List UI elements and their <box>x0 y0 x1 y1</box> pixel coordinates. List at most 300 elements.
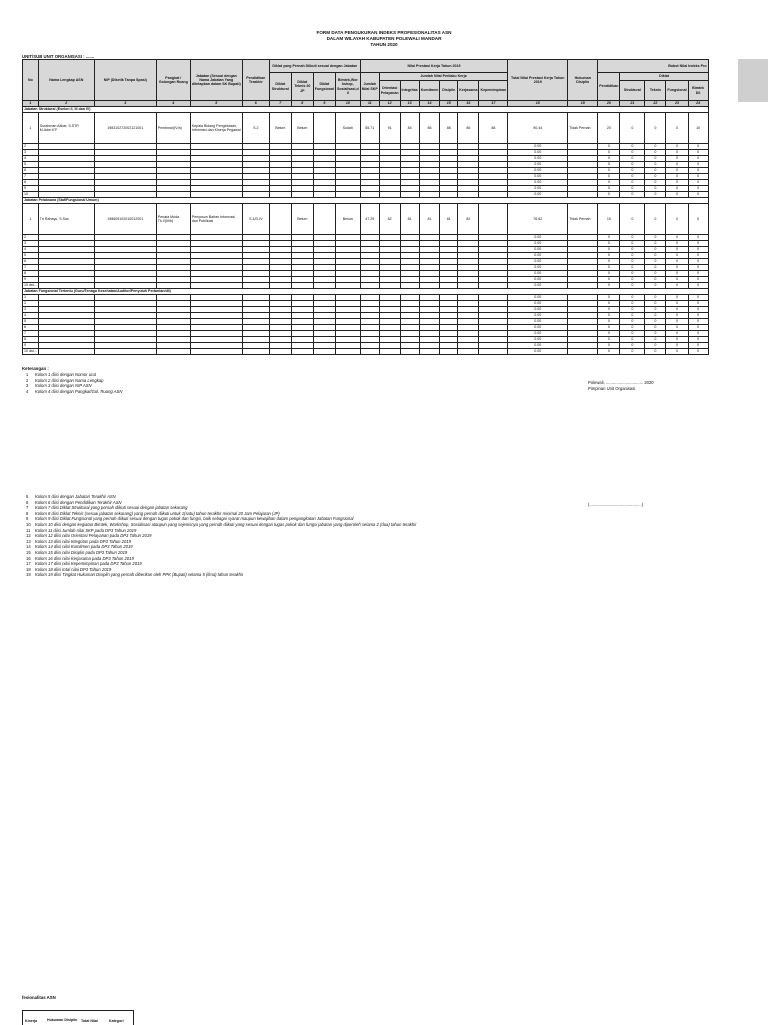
cell-bobot: 0 <box>645 156 666 162</box>
cell-bobot: 0 <box>666 265 688 271</box>
cell-no: 5 <box>23 319 39 325</box>
cell-total: 0.00 <box>508 295 568 301</box>
cell-bobot: 0 <box>666 349 688 355</box>
cell-bobot: 0 <box>598 150 620 156</box>
cell-total: 0.00 <box>508 174 568 180</box>
cell-bobot: 0 <box>666 307 688 313</box>
keterangan-title: Keterangan : <box>22 366 49 371</box>
cell-bobot: 0 <box>688 301 708 307</box>
cell-kepemimpinan: 88 <box>479 113 508 144</box>
column-number: 11 <box>360 101 379 107</box>
col-b-bimtek: Bimtek Dll <box>688 81 708 101</box>
cell-no: 7 <box>23 265 39 271</box>
cell-empty <box>94 349 156 355</box>
cell-bobot: 0 <box>598 325 620 331</box>
keterangan-number: 17 <box>26 561 31 567</box>
cell-bobot: 0 <box>598 168 620 174</box>
keterangan-text: Kolom 1 diisi dengan Nomor urut <box>35 372 96 377</box>
cell-pendidikan: S.1/D.IV <box>242 204 269 235</box>
cell-empty <box>335 349 360 355</box>
cell-empty <box>440 349 458 355</box>
cell-b-pendidikan: 20 <box>598 113 620 144</box>
keterangan-text: Kolom 16 diisi nilai Kerjasama pada DP3 Tahun 2019 <box>35 555 134 561</box>
cell-bobot: 0 <box>666 186 688 192</box>
cell-bobot: 0 <box>620 349 645 355</box>
cell-bobot: 0 <box>598 337 620 343</box>
cell-total: 0.00 <box>508 241 568 247</box>
cell-bobot: 0 <box>598 271 620 277</box>
cell-diklat-teknis: Belum <box>291 113 313 144</box>
column-number: 10 <box>335 101 360 107</box>
keterangan-text: Kolom 6 diisi dengan Pendidikan Terakhir ASN <box>35 499 122 505</box>
keterangan-text: Kolom 10 diisi dengan kegiatan Bimtek, Workshop, Sosialisasi ataupun yang sejenisnya yang pernah diikuti yang sesuai dengan tugas pokok dan fungsi jabatan yang diperoleh selama 2 (dua) tahun terakhir <box>35 521 417 527</box>
col-group-bobot: Bobot Nilai Indeks Pro <box>598 60 708 73</box>
cell-bobot: 0 <box>666 319 688 325</box>
cell-total: 0.00 <box>508 150 568 156</box>
cell-bobot: 0 <box>598 259 620 265</box>
cell-bobot: 0 <box>645 301 666 307</box>
cell-bobot: 0 <box>598 241 620 247</box>
cell-bobot: 0 <box>598 144 620 150</box>
keterangan-text: Kolom 8 diisi Diklat Teknis (sesuai jabatan sekarang) yang pernah diikuti untuk 1(satu) tahun terakhir minimal 20 Jam Pelajaran (JP) <box>35 510 280 516</box>
bottom-col-hukuman: Hukuman Disiplin <box>47 1018 78 1022</box>
cell-total: 0.00 <box>508 277 568 283</box>
keterangan-number: 14 <box>26 544 31 550</box>
cell-total: 0.00 <box>508 162 568 168</box>
cell-bobot: 0 <box>645 295 666 301</box>
cell-bobot: 0 <box>598 253 620 259</box>
keterangan-number: 11 <box>26 527 31 533</box>
cell-bobot: 0 <box>645 150 666 156</box>
cell-empty <box>400 349 419 355</box>
cell-no: 10 <box>23 192 39 198</box>
cell-pangkat: Pembina/(IV/a) <box>156 113 190 144</box>
cell-orientasi: 82 <box>379 204 400 235</box>
cell-bobot: 0 <box>645 168 666 174</box>
cell-bobot: 0 <box>666 162 688 168</box>
table-row <box>23 113 709 144</box>
cell-bobot: 0 <box>645 253 666 259</box>
keterangan-text: Kolom 2 diisi dengan Nama Lengkap <box>35 377 104 383</box>
cell-hukuman: Tidak Pernah <box>568 113 598 144</box>
table-row <box>23 204 709 235</box>
cell-empty <box>458 349 479 355</box>
cell-no: 1 <box>23 295 39 301</box>
keterangan-number: 4 <box>26 388 29 394</box>
cell-bobot: 0 <box>620 301 645 307</box>
cell-bobot: 0 <box>620 186 645 192</box>
cell-bobot: 0 <box>688 313 708 319</box>
cell-bobot: 0 <box>620 174 645 180</box>
col-pangkat: Pangkat / Golongan Ruang <box>156 60 190 101</box>
col-group-diklat: Diklat yang Pernah Diikuti sesuai dengan Jabatan <box>269 60 360 73</box>
cell-no: 8 <box>23 271 39 277</box>
cell-bobot: 0 <box>645 325 666 331</box>
col-nip: NIP (Diketik Tanpa Spasi) <box>94 60 156 101</box>
cell-total: 0.00 <box>508 265 568 271</box>
cell-total: 0.00 <box>508 331 568 337</box>
keterangan-number: 15 <box>26 549 31 555</box>
cell-bobot: 0 <box>688 144 708 150</box>
col-group-perilaku: Jumlah Nilai Perilaku Kerja <box>379 73 508 81</box>
cell-disiplin: 81 <box>440 204 458 235</box>
cell-no: 1 <box>23 204 39 235</box>
column-number: 14 <box>419 101 440 107</box>
col-kepemimpinan: Kepemimpinan <box>479 81 508 101</box>
cell-bobot: 0 <box>620 337 645 343</box>
cell-bobot: 0 <box>645 162 666 168</box>
keterangan-number: 1 <box>26 372 29 377</box>
keterangan-text: Kolom 11 diisi Jumlah nilai SKP pada DP3 Tahun 2019 <box>35 527 137 533</box>
cell-jabatan: Penyusun Bahan Informasi dan Publikasi <box>190 204 242 235</box>
cell-bobot: 0 <box>666 295 688 301</box>
cell-no: 2 <box>23 144 39 150</box>
cell-pangkat: Penata Muda Tk.I/(III/b) <box>156 204 190 235</box>
cell-empty <box>190 349 242 355</box>
cell-total: 76.62 <box>508 204 568 235</box>
cell-nama: Surahman Akbar, S.STP, M.Adm.KP <box>38 113 94 144</box>
cell-bobot: 0 <box>598 283 620 289</box>
cell-bobot: 0 <box>688 337 708 343</box>
cell-bobot: 0 <box>620 295 645 301</box>
cell-b-fungsional: 0 <box>666 204 688 235</box>
column-number: 19 <box>568 101 598 107</box>
column-number: 12 <box>379 101 400 107</box>
col-b-pendidikan: Pendidikan <box>598 73 620 101</box>
cell-total: 0.00 <box>508 325 568 331</box>
col-group-b-diklat: Diklat <box>620 73 708 81</box>
cell-bobot: 0 <box>688 259 708 265</box>
cell-bobot: 0 <box>645 313 666 319</box>
signature-place-date: Polewali, ................................ 2020 <box>588 380 654 385</box>
keterangan-item <box>26 389 122 395</box>
col-no: No <box>23 60 39 101</box>
cell-bobot: 0 <box>620 331 645 337</box>
cell-bobot: 0 <box>666 174 688 180</box>
cell-bobot: 0 <box>688 271 708 277</box>
column-number: 22 <box>645 101 666 107</box>
cell-empty <box>313 349 335 355</box>
cell-total: 0.00 <box>508 253 568 259</box>
cell-total: 0.00 <box>508 349 568 355</box>
col-b-teknis: Teknis <box>645 81 666 101</box>
cell-b-bimtek: 0 <box>688 204 708 235</box>
column-number: 16 <box>458 101 479 107</box>
keterangan-text: Kolom 9 diisi Diklat Fungsional yang pernah diikuti sesuai dengan tugas pokok dan fungsi, baik sebagai syarat maupun kewajiban dalam pengangkatan Jabatan Fungsional <box>35 516 354 522</box>
column-number: 7 <box>269 101 291 107</box>
cell-bobot: 0 <box>688 277 708 283</box>
cell-bobot: 0 <box>666 259 688 265</box>
keterangan-text: Kolom 18 diisi total nilai DP3 Tahun 2019 <box>35 566 112 572</box>
cell-bobot: 0 <box>645 174 666 180</box>
column-number: 24 <box>688 101 708 107</box>
cell-diklat-fungsional <box>313 204 335 235</box>
form-year: TAHUN 2020 <box>370 42 398 47</box>
cell-diklat-struktural <box>269 204 291 235</box>
col-total-prestasi: Total Nilai Prestasi Kerja Tahun 2019 <box>508 60 568 101</box>
form-region: DALAM WILAYAH KABUPATEN POLEWALI MANDAR <box>326 36 442 41</box>
cell-bobot: 0 <box>645 265 666 271</box>
cell-bobot: 0 <box>645 307 666 313</box>
keterangan-number: 7 <box>26 505 29 511</box>
cell-bobot: 0 <box>666 253 688 259</box>
cell-kepemimpinan <box>479 204 508 235</box>
cell-bobot: 0 <box>688 307 708 313</box>
cell-bobot: 0 <box>666 325 688 331</box>
cell-empty <box>291 349 313 355</box>
cell-total: 0.00 <box>508 186 568 192</box>
cell-empty <box>379 349 400 355</box>
form-title: FORM DATA PENGUKURAN INDEKS PROFESIONALITAS ASN <box>316 30 452 35</box>
cell-bobot: 0 <box>666 241 688 247</box>
cell-bobot: 0 <box>688 325 708 331</box>
column-number: 20 <box>598 101 620 107</box>
cell-bobot: 0 <box>645 247 666 253</box>
signature-block <box>588 380 654 391</box>
cell-bobot: 0 <box>666 156 688 162</box>
cell-bobot: 0 <box>645 319 666 325</box>
cell-no: 7 <box>23 174 39 180</box>
cell-bobot: 0 <box>598 162 620 168</box>
cell-b-struktural: 0 <box>620 113 645 144</box>
cell-diklat-teknis: Belum <box>291 204 313 235</box>
cell-bobot: 0 <box>620 343 645 349</box>
col-jumlah-skp: Jumlah Nilai SKP <box>360 73 379 101</box>
bottom-col-total: Total Nilai <box>81 1019 98 1023</box>
data-table <box>22 59 709 355</box>
cell-bobot: 0 <box>645 277 666 283</box>
cell-bobot: 0 <box>645 337 666 343</box>
cell-bobot: 0 <box>620 150 645 156</box>
cell-disiplin: 86 <box>440 113 458 144</box>
cell-bobot: 0 <box>598 343 620 349</box>
cell-total: 0.00 <box>508 235 568 241</box>
cell-bobot: 0 <box>688 319 708 325</box>
column-number: 2 <box>38 101 94 107</box>
cell-empty <box>242 349 269 355</box>
cell-integritas: 81 <box>400 204 419 235</box>
cell-total: 0.00 <box>508 271 568 277</box>
cell-bobot: 0 <box>620 247 645 253</box>
cell-hukuman: Tidak Pernah <box>568 204 598 235</box>
cell-bobot: 0 <box>688 186 708 192</box>
cell-empty <box>568 349 598 355</box>
cell-orientasi: 91 <box>379 113 400 144</box>
cell-b-struktural: 0 <box>620 204 645 235</box>
cell-bobot: 0 <box>620 325 645 331</box>
keterangan-number: 19 <box>26 572 31 578</box>
cell-bobot: 0 <box>688 349 708 355</box>
cell-no: 2 <box>23 235 39 241</box>
cell-no: 10 dst... <box>24 283 37 288</box>
cell-integritas: 84 <box>400 113 419 144</box>
cell-bobot: 0 <box>688 331 708 337</box>
keterangan-text: Kolom 4 diisi dengan Pangkat/Gol. Ruang ASN <box>35 388 123 394</box>
cell-bobot: 0 <box>688 180 708 186</box>
cell-bobot: 0 <box>645 271 666 277</box>
cell-kerjasama: 86 <box>458 113 479 144</box>
cell-bobot: 0 <box>688 295 708 301</box>
cell-total: 90.44 <box>508 113 568 144</box>
cell-bobot: 0 <box>620 144 645 150</box>
cell-total: 0.00 <box>508 301 568 307</box>
cell-pendidikan: S.2 <box>242 113 269 144</box>
table-row <box>23 349 709 355</box>
cell-diklat-struktural: Belum <box>269 113 291 144</box>
cell-no: 4 <box>23 156 39 162</box>
cell-bobot: 0 <box>688 241 708 247</box>
cell-bobot: 0 <box>620 259 645 265</box>
col-b-fungsional: Fungsional <box>666 81 688 101</box>
cell-no: 8 <box>23 337 39 343</box>
cell-bobot: 0 <box>645 241 666 247</box>
cell-kerjasama: 82 <box>458 204 479 235</box>
cell-no: 8 <box>23 180 39 186</box>
cell-diklat-fungsional <box>313 113 335 144</box>
cell-no: 6 <box>23 168 39 174</box>
cell-no: 3 <box>23 150 39 156</box>
keterangan-text: Kolom 5 diisi dengan Jabatan Terakhir ASN <box>35 494 116 499</box>
cell-total: 0.00 <box>508 144 568 150</box>
keterangan-list-b <box>26 494 417 578</box>
cell-total: 0.00 <box>508 259 568 265</box>
cell-b-bimtek: 10 <box>688 113 708 144</box>
keterangan-number: 16 <box>26 555 31 561</box>
cell-no: 5 <box>23 253 39 259</box>
column-number: 1 <box>23 101 39 107</box>
cell-skp: 47.29 <box>360 204 379 235</box>
cell-bobot: 0 <box>620 168 645 174</box>
cell-no: 4 <box>23 313 39 319</box>
cell-no: 3 <box>23 241 39 247</box>
keterangan-text: Kolom 7 diisi Diklat Struktural yang pernah diikuti sesuai dengan jabatan sekarang <box>35 505 188 511</box>
cell-bobot: 0 <box>666 337 688 343</box>
cell-total: 0.00 <box>508 337 568 343</box>
cell-bobot: 0 <box>688 174 708 180</box>
cell-bobot: 0 <box>645 283 666 289</box>
keterangan-text: Kolom 19 diisi Tingkat Hukuman Disiplin yang pernah diberikan oleh PPK (Bupati) selama 5 (lima) tahun terakhir <box>35 572 244 578</box>
bottom-table-title: fesionalitas ASN <box>22 995 56 1000</box>
cell-empty <box>479 349 508 355</box>
section-title: Jabatan Pelaksana (Staf/Fungsional Umum) <box>23 198 709 204</box>
col-diklat-struktural: Diklat Struktural <box>269 73 291 101</box>
cell-total: 0.00 <box>508 319 568 325</box>
cell-bobot: 0 <box>598 301 620 307</box>
cell-bimtek: Sudah <box>335 113 360 144</box>
cell-bobot: 0 <box>666 343 688 349</box>
keterangan-number: 5 <box>26 494 29 499</box>
cell-bobot: 0 <box>688 156 708 162</box>
keterangan-number: 8 <box>26 510 29 516</box>
cell-total: 0.00 <box>508 343 568 349</box>
keterangan-item <box>26 572 417 578</box>
col-hukuman: Hukuman Disiplin <box>568 60 598 101</box>
cell-bobot: 0 <box>598 247 620 253</box>
bottom-col-kinerja: Kinerja <box>25 1019 38 1023</box>
col-disiplin: Disiplin <box>440 81 458 101</box>
cell-bobot: 0 <box>620 271 645 277</box>
cell-total: 0.00 <box>508 192 568 198</box>
section-title: Jabatan Struktural (Eselon II, III dan IV) <box>23 107 709 113</box>
cell-bobot: 0 <box>666 283 688 289</box>
cell-bobot: 0 <box>688 283 708 289</box>
col-jabatan: Jabatan (Sesuai dengan Nama Jabatan Yang ditetapkan dalam SK Bupati) <box>190 60 242 101</box>
keterangan-number: 13 <box>26 538 31 544</box>
col-komitmen: Komitmen <box>419 81 440 101</box>
column-number: 5 <box>190 101 242 107</box>
keterangan-number: 10 <box>26 521 31 527</box>
cell-bobot: 0 <box>620 283 645 289</box>
cell-no: 7 <box>23 331 39 337</box>
cell-komitmen: 81 <box>419 204 440 235</box>
cell-total: 0.00 <box>508 168 568 174</box>
cell-bobot: 0 <box>666 301 688 307</box>
cell-empty <box>360 349 379 355</box>
bottom-table-fragment <box>22 995 134 1025</box>
cell-komitmen: 86 <box>419 113 440 144</box>
column-number: 8 <box>291 101 313 107</box>
cell-bobot: 0 <box>645 144 666 150</box>
cell-bobot: 0 <box>666 150 688 156</box>
cell-bobot: 0 <box>598 174 620 180</box>
cell-bobot: 0 <box>666 168 688 174</box>
cell-nama: Tri Rahayu, S.Sos <box>38 204 94 235</box>
column-number: 18 <box>508 101 568 107</box>
col-kerjasama: Kerjasama <box>458 81 479 101</box>
cell-bobot: 0 <box>598 156 620 162</box>
cell-bimtek: Belum <box>335 204 360 235</box>
col-diklat-teknis: Diklat Teknis 20 JP <box>291 73 313 101</box>
keterangan-text: Kolom 17 diisi nilai Kepemimpinan pada DP3 Tahun 2019 <box>35 561 142 567</box>
cell-bobot: 0 <box>645 186 666 192</box>
cell-total: 0.00 <box>508 247 568 253</box>
keterangan-number: 3 <box>26 383 29 389</box>
signature-role: Pimpinan Unit Organisasi <box>588 385 636 391</box>
keterangan-number: 6 <box>26 499 29 505</box>
cell-bobot: 0 <box>666 192 688 198</box>
cell-bobot: 0 <box>666 144 688 150</box>
cell-bobot: 0 <box>620 180 645 186</box>
col-pendidikan: Pendidikan Terakhir <box>242 60 269 101</box>
cell-bobot: 0 <box>620 265 645 271</box>
cell-bobot: 0 <box>688 192 708 198</box>
col-nama: Nama Lengkap ASN <box>38 60 94 101</box>
cell-bobot: 0 <box>620 156 645 162</box>
cell-bobot: 0 <box>688 343 708 349</box>
keterangan-text: Kolom 12 diisi nilai Orientasi Pelayanan pada DP3 Tahun 2019 <box>35 533 152 539</box>
col-diklat-fungsional: Diklat Fungsional <box>313 73 335 101</box>
cell-bobot: 0 <box>598 265 620 271</box>
column-number: 21 <box>620 101 645 107</box>
cell-bobot: 0 <box>688 150 708 156</box>
cell-total: 0.00 <box>508 307 568 313</box>
cell-empty <box>38 349 94 355</box>
cell-total: 0.00 <box>508 313 568 319</box>
cell-empty <box>419 349 440 355</box>
header-shade-strip <box>738 59 768 102</box>
cell-bobot: 0 <box>598 192 620 198</box>
cell-bobot: 0 <box>645 331 666 337</box>
keterangan-text: Kolom 13 diisi nilai Integritas pada DP3 Tahun 2019 <box>35 538 131 544</box>
cell-b-fungsional: 0 <box>666 113 688 144</box>
cell-bobot: 0 <box>666 271 688 277</box>
cell-bobot: 0 <box>645 259 666 265</box>
cell-bobot: 0 <box>645 349 666 355</box>
cell-no: 2 <box>23 301 39 307</box>
keterangan-number: 12 <box>26 533 31 539</box>
column-number: 15 <box>440 101 458 107</box>
cell-bobot: 0 <box>620 277 645 283</box>
